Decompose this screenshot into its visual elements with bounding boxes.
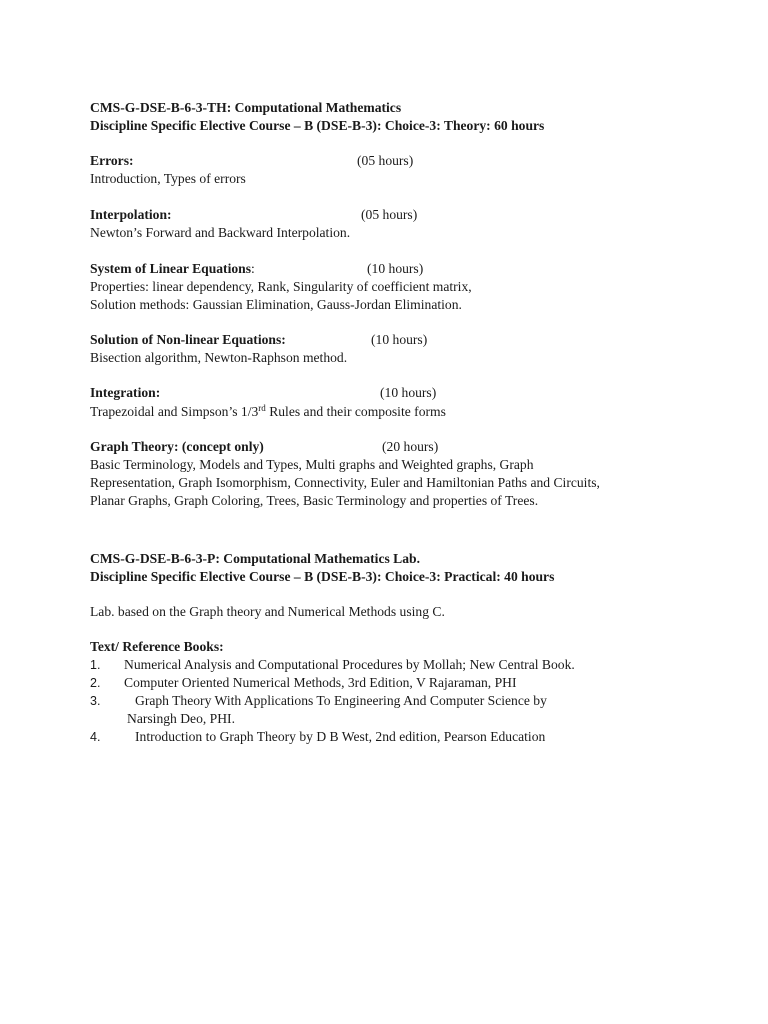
integration-text-end: Rules and their composite forms [265, 404, 446, 419]
section-title-integration: Integration: [90, 385, 161, 400]
reference-item-4: Introduction to Graph Theory by D B West, 2nd edition, Pearson Education [135, 729, 546, 744]
section-title-interpolation: Interpolation: [90, 207, 172, 222]
section-title-linear-equations-text: System of Linear Equations [90, 261, 252, 276]
section-hours-nonlinear-equations: (10 hours) [371, 332, 428, 347]
reference-number-4: 4. [90, 730, 101, 744]
section-text-errors: Introduction, Types of errors [90, 171, 246, 186]
section-text-graph-theory-1: Basic Terminology, Models and Types, Multi graphs and Weighted graphs, Graph [90, 457, 534, 472]
reference-item-3-continuation: Narsingh Deo, PHI. [127, 711, 235, 726]
reference-number-2: 2. [90, 676, 101, 690]
section-title-linear-equations-colon: : [251, 261, 255, 276]
theory-course-line: Discipline Specific Elective Course – B (DSE-B-3): Choice-3: Theory: 60 hours [90, 118, 545, 133]
section-title-nonlinear-equations: Solution of Non-linear Equations: [90, 332, 286, 347]
section-hours-graph-theory: (20 hours) [382, 439, 439, 454]
theory-code-title: CMS-G-DSE-B-6-3-TH: Computational Mathematics [90, 100, 402, 115]
section-text-integration [90, 403, 446, 421]
integration-text-start: Trapezoidal and Simpson’s 1/3 [90, 404, 259, 419]
section-hours-integration: (10 hours) [380, 385, 437, 400]
section-text-linear-equations-1: Properties: linear dependency, Rank, Singularity of coefficient matrix, [90, 279, 472, 294]
section-title-linear-equations [90, 260, 255, 278]
lab-code-title: CMS-G-DSE-B-6-3-P: Computational Mathematics Lab. [90, 551, 421, 566]
section-text-interpolation: Newton’s Forward and Backward Interpolation. [90, 225, 351, 240]
section-text-graph-theory-3: Planar Graphs, Graph Coloring, Trees, Basic Terminology and properties of Trees. [90, 493, 539, 508]
lab-description: Lab. based on the Graph theory and Numerical Methods using C. [90, 604, 445, 619]
references-heading: Text/ Reference Books: [90, 639, 224, 654]
lab-course-line: Discipline Specific Elective Course – B (DSE-B-3): Choice-3: Practical: 40 hours [90, 569, 555, 584]
section-hours-linear-equations: (10 hours) [367, 261, 424, 276]
section-hours-errors: (05 hours) [357, 153, 414, 168]
section-title-graph-theory: Graph Theory: (concept only) [90, 439, 264, 454]
reference-item-2: Computer Oriented Numerical Methods, 3rd Edition, V Rajaraman, PHI [124, 675, 517, 690]
section-text-graph-theory-2: Representation, Graph Isomorphism, Connectivity, Euler and Hamiltonian Paths and Circuits, [90, 475, 600, 490]
reference-item-1: Numerical Analysis and Computational Procedures by Mollah; New Central Book. [124, 657, 575, 672]
reference-item-3: Graph Theory With Applications To Engineering And Computer Science by [135, 693, 547, 708]
integration-superscript: rd [258, 403, 266, 413]
section-title-errors: Errors: [90, 153, 134, 168]
section-hours-interpolation: (05 hours) [361, 207, 418, 222]
section-text-nonlinear-equations: Bisection algorithm, Newton-Raphson method. [90, 350, 348, 365]
section-text-linear-equations-2: Solution methods: Gaussian Elimination, Gauss-Jordan Elimination. [90, 297, 462, 312]
reference-number-3: 3. [90, 694, 101, 708]
reference-number-1: 1. [90, 658, 101, 672]
